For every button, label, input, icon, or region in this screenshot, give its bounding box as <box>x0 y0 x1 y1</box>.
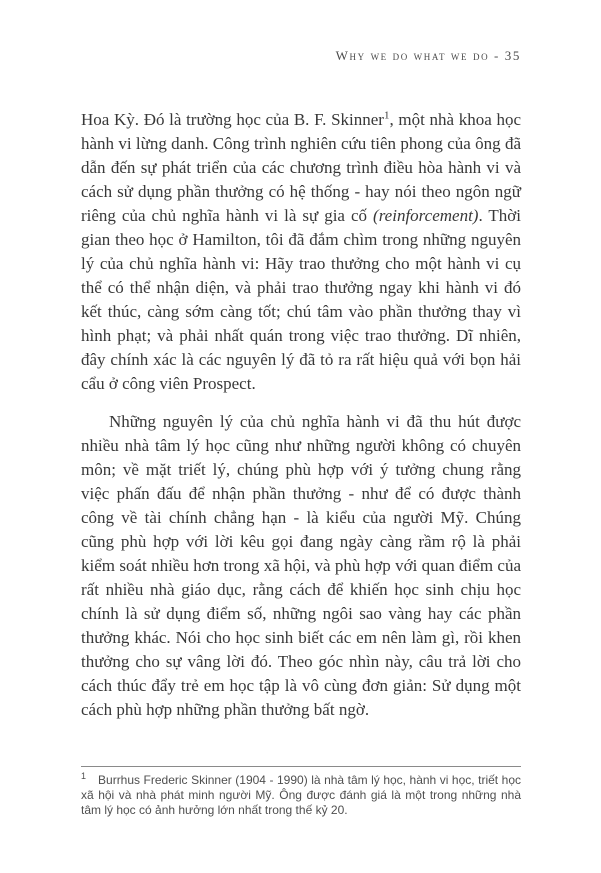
italic-term: (reinforcement) <box>373 206 479 225</box>
footnote-section <box>81 766 521 818</box>
paragraph-1-text-c: . Thời gian theo học ở Hamilton, tôi đã đắm chìm trong những nguyên lý của chủ nghĩa hành vi: Hãy trao thưởng cho một hành vi cụ thể có thể nhận diện, và phải trao thưởng ngay khi hành vi đó kết thúc, càng sớm càng tốt; chú tâm vào phần thưởng thay vì hình phạt; và phải nhất quán trong việc trao thưởng. Dĩ nhiên, đây chính xác là các nguyên lý đã tỏ ra rất hiệu quả với bọn hải cẩu ở công viên Prospect. <box>81 206 521 393</box>
paragraph-1-text-a: Hoa Kỳ. Đó là trường học của B. F. Skinner <box>81 110 384 129</box>
paragraph-1-text-b: , một nhà khoa học hành vi lừng danh. Công trình nghiên cứu tiên phong của ông đã dẫn đến sự phát triển của các chương trình điều hòa hành vi và cách sử dụng phần thưởng có hệ thống - hay nói theo ngôn ngữ riêng của chủ nghĩa hành vi là sự gia cố <box>81 110 521 225</box>
footnote <box>81 773 521 818</box>
paragraph-1 <box>81 108 521 396</box>
running-header: Why we do what we do - 35 <box>335 48 521 63</box>
body-text <box>81 108 521 722</box>
footnote-reference: 1 <box>383 109 390 122</box>
footnote-marker: 1 <box>81 771 87 781</box>
paragraph-2: Những nguyên lý của chủ nghĩa hành vi đã thu hút được nhiều nhà tâm lý học cũng như những người không có chuyên môn; về mặt triết lý, chúng phù hợp với ý tưởng chung rằng việc phấn đấu để nhận phần thưởng - như để có được thành công về tài chính chẳng hạn - là kiểu của người Mỹ. Chúng cũng phù hợp với lời kêu gọi đang ngày càng rầm rộ là phải kiểm soát nhiều hơn trong xã hội, và phù hợp với quan điểm của rất nhiều nhà giáo dục, rằng cách để khiến học sinh chịu học chính là sử dụng điểm số, những ngôi sao vàng hay các phần thưởng khác. Nói cho học sinh biết các em nên làm gì, rồi khen thưởng cho sự vâng lời đó. Theo góc nhìn này, câu trả lời cho cách thúc đẩy trẻ em học tập là vô cùng đơn giản: Sử dụng một cách phù hợp những phần thưởng bất ngờ. <box>81 412 521 719</box>
footnote-text: Burrhus Frederic Skinner (1904 - 1990) là nhà tâm lý học, hành vi học, triết học xã hội và nhà phát minh người Mỹ. Ông được đánh giá là một trong những nhà tâm lý học có ảnh hưởng lớn nhất trong thế kỷ 20. <box>81 773 521 817</box>
